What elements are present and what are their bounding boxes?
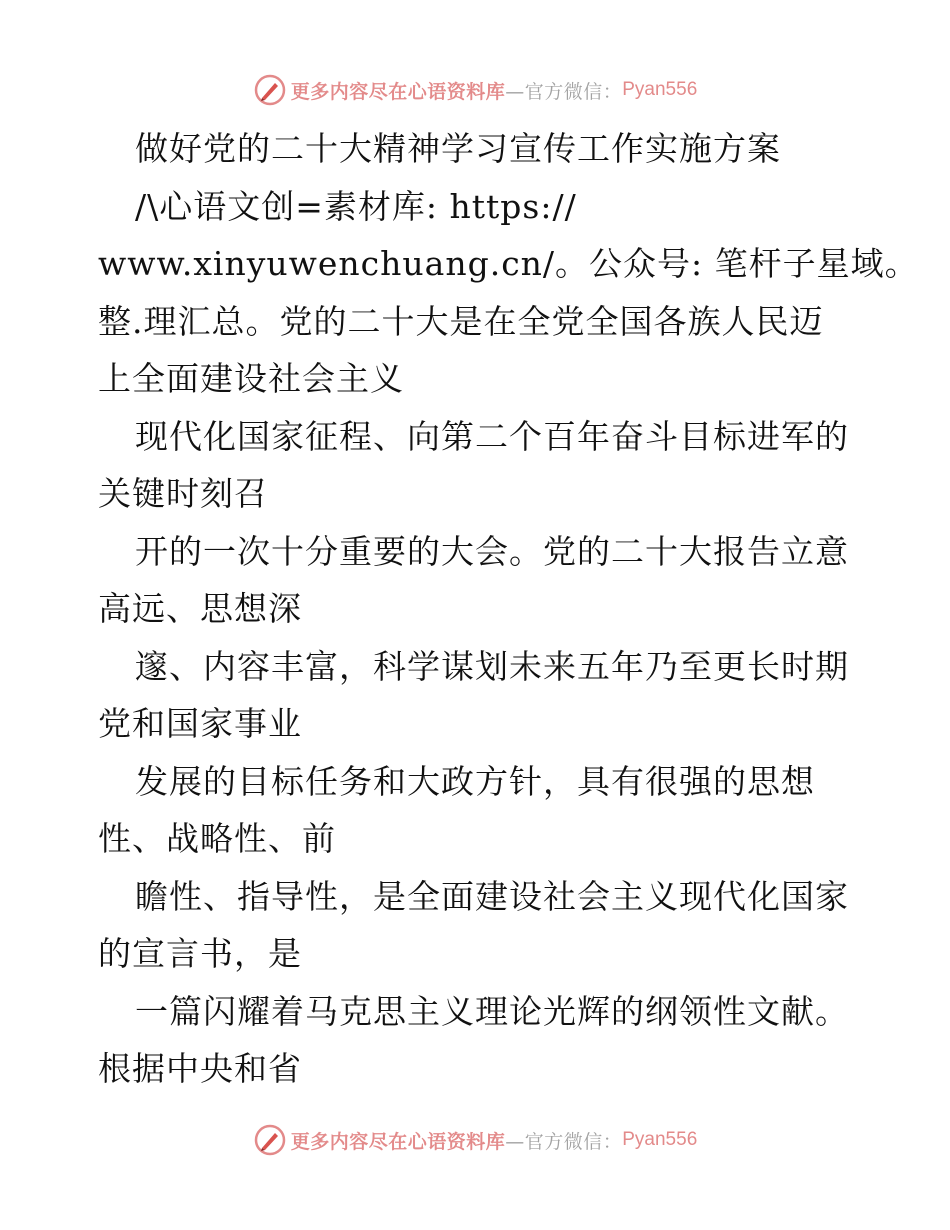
text-line: 瞻性、指导性，是全面建设社会主义现代化国家 xyxy=(135,876,849,916)
text-line: 上全面建设社会主义 xyxy=(98,359,404,398)
header-watermark-banner xyxy=(0,70,950,110)
document-title: 做好党的二十大精神学习宣传工作实施方案 xyxy=(135,129,781,168)
pen-logo-icon xyxy=(253,1123,287,1157)
text-line: 党和国家事业 xyxy=(98,704,302,743)
text-line: 发展的目标任务和大政方针，具有很强的思想 xyxy=(135,761,815,801)
text-line: 现代化国家征程、向第二个百年奋斗目标进军的 xyxy=(135,416,849,456)
watermark-sub-text: —官方微信： xyxy=(505,80,623,103)
text-line: www.xinyuwenchuang.cn/。公众号: 笔杆子星域。 xyxy=(98,244,919,283)
watermark-sub-text: —官方微信： xyxy=(505,1130,623,1153)
text-line: 邃、内容丰富，科学谋划未来五年乃至更长时期 xyxy=(135,646,849,686)
watermark-wechat-id: Pyan556 xyxy=(622,1129,698,1150)
text-line: 关键时刻召 xyxy=(98,474,268,513)
text-line: 整.理汇总。党的二十大是在全党全国各族人民迈 xyxy=(98,301,824,341)
watermark-main-text: 更多内容尽在心语资料库 xyxy=(290,1130,506,1153)
footer-watermark-banner xyxy=(0,1120,950,1160)
text-line: 开的一次十分重要的大会。党的二十大报告立意 xyxy=(135,531,849,571)
watermark-main-text: 更多内容尽在心语资料库 xyxy=(290,80,506,103)
pen-logo-icon xyxy=(253,73,287,107)
text-line: 高远、思想深 xyxy=(98,589,302,628)
text-line: 性、战略性、前 xyxy=(98,819,336,858)
text-line: 根据中央和省 xyxy=(98,1049,302,1088)
document-body xyxy=(98,120,919,1098)
text-line: 的宣言书，是 xyxy=(98,934,302,973)
text-line: /\心语文创=素材库: https:// xyxy=(135,186,577,226)
text-line: 一篇闪耀着马克思主义理论光辉的纲领性文献。 xyxy=(135,991,849,1031)
watermark-wechat-id: Pyan556 xyxy=(622,79,698,100)
